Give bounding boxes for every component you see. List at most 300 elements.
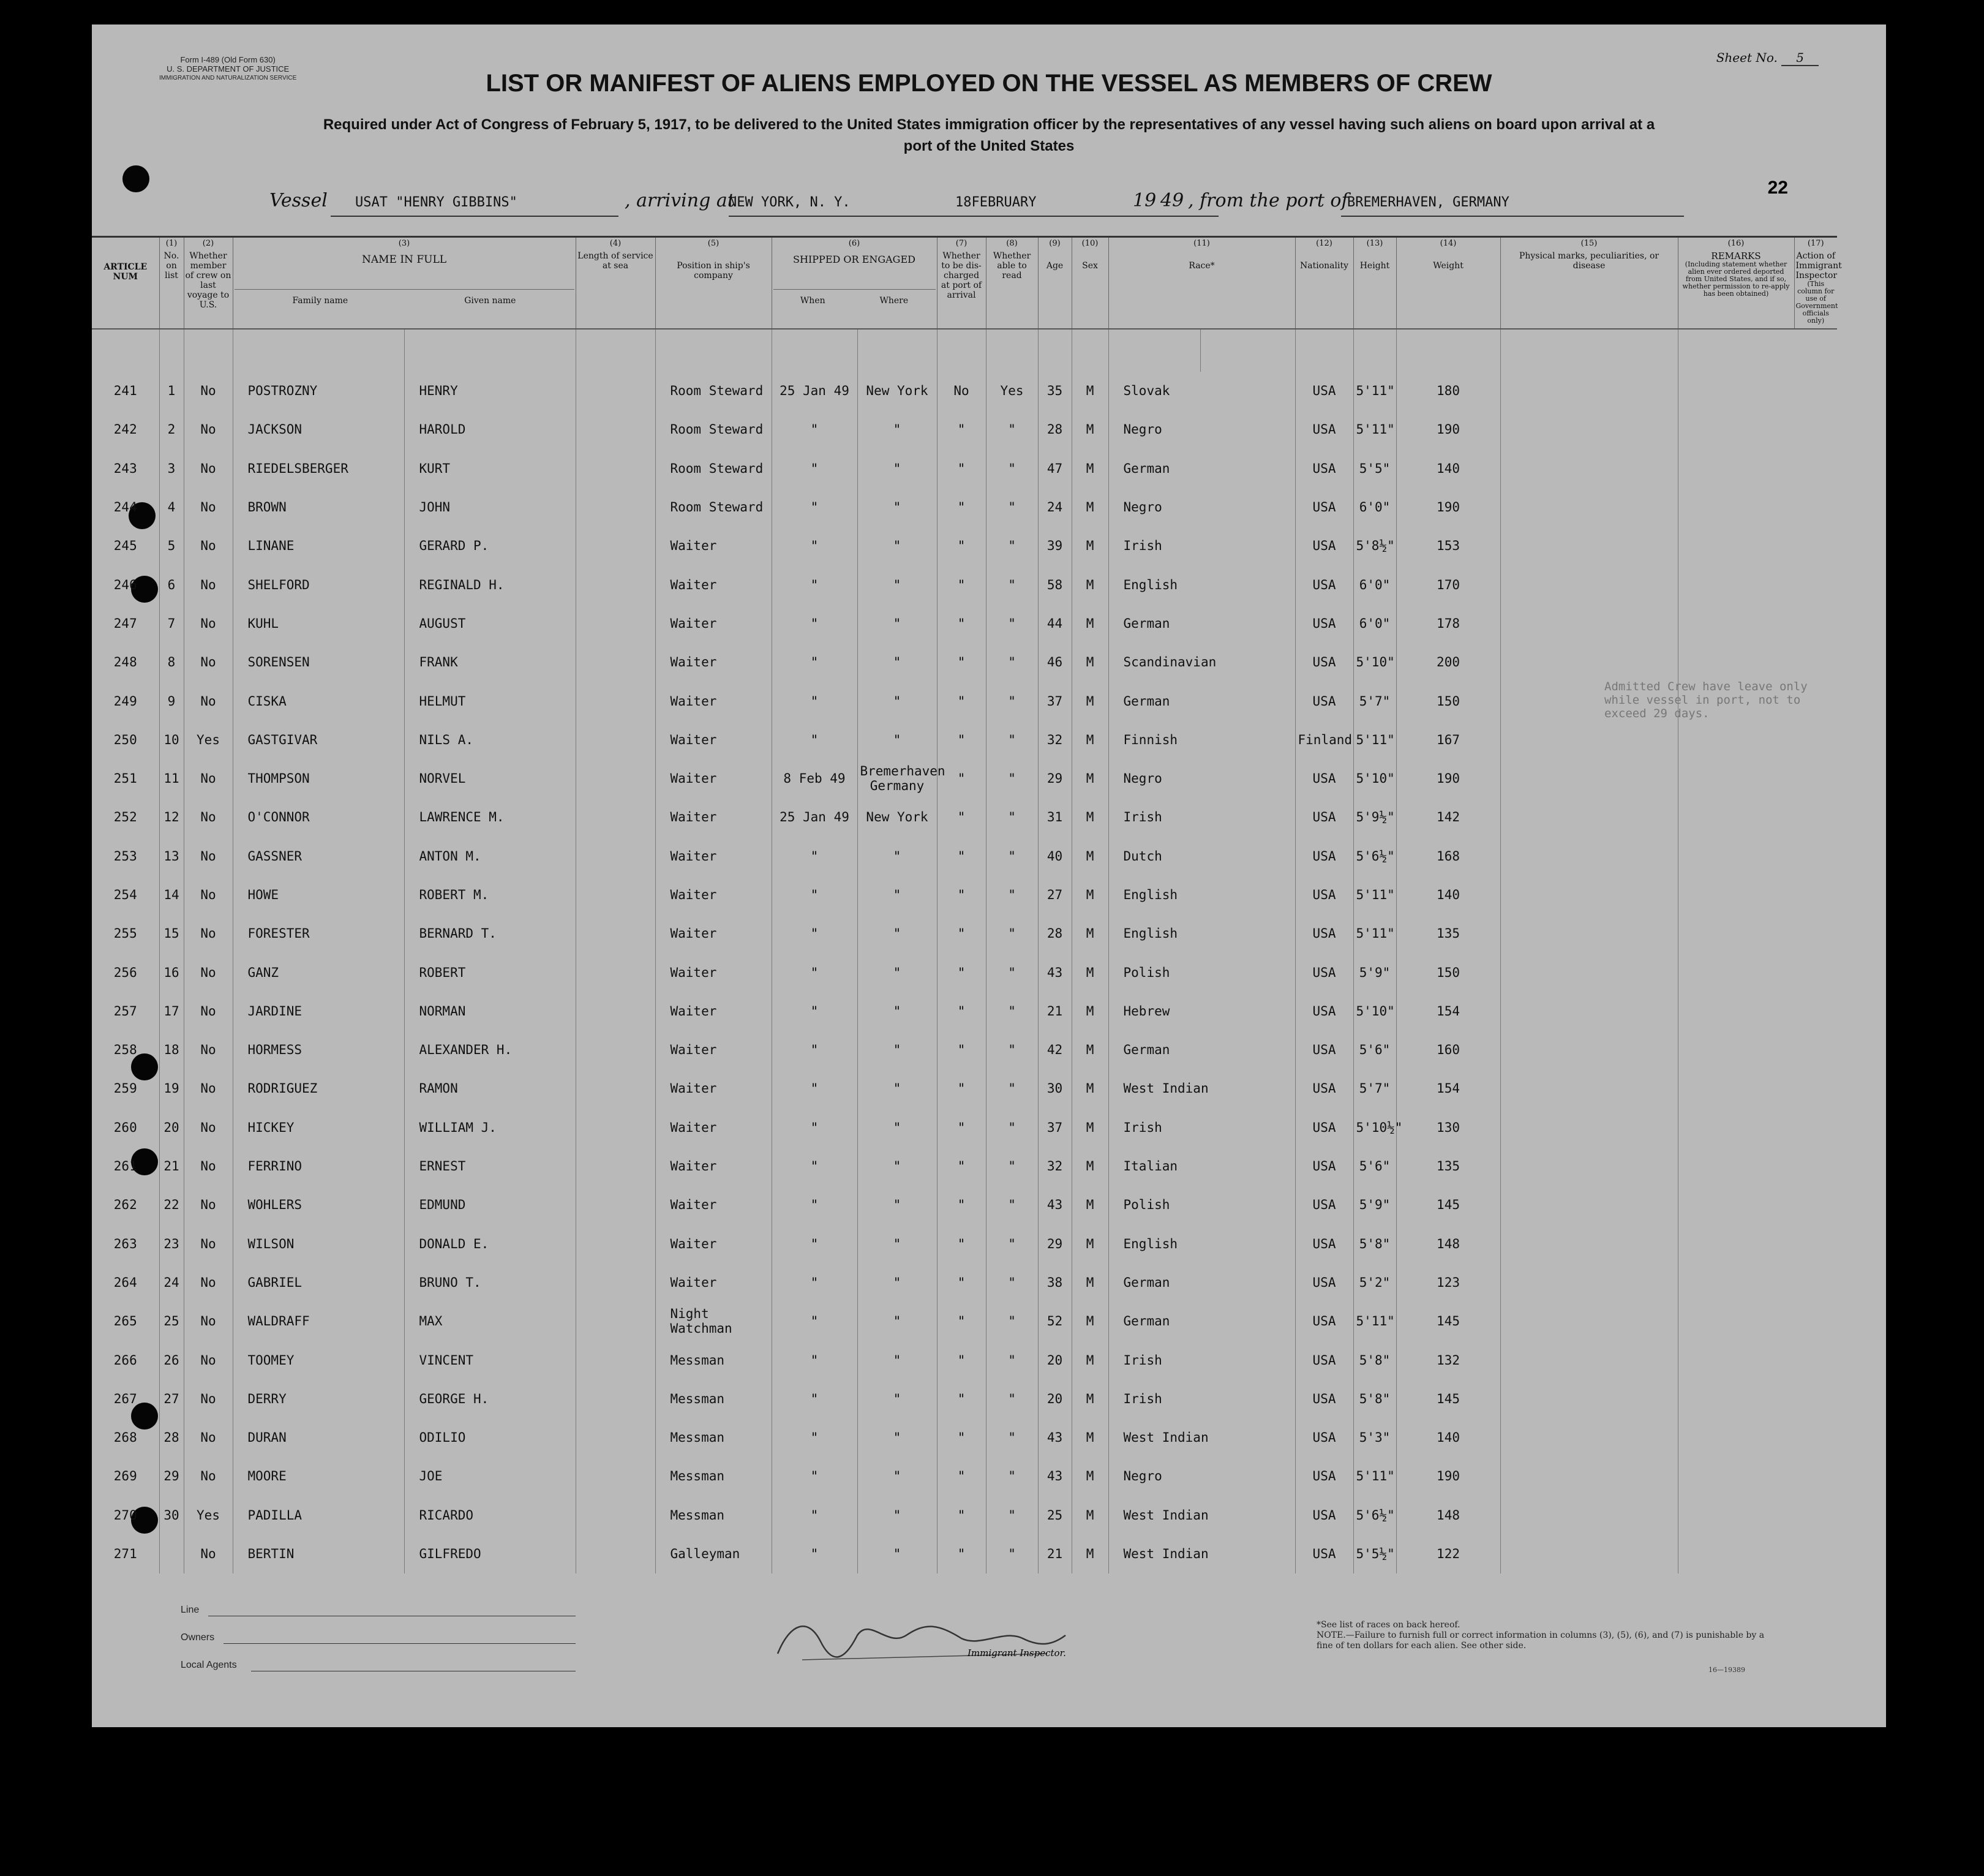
cell-weight: 132 bbox=[1396, 1341, 1500, 1379]
cell-sex: M bbox=[1072, 1302, 1108, 1341]
cell-given-name: REGINALD H. bbox=[404, 565, 576, 604]
cell-length-of-service bbox=[576, 1418, 655, 1457]
col-1 bbox=[159, 237, 184, 329]
arrival-date: 18FEBRUARY bbox=[955, 195, 1037, 210]
cell-list-number: 29 bbox=[159, 1457, 184, 1496]
cell-nationality: USA bbox=[1295, 527, 1353, 565]
cell-previous-voyage: No bbox=[184, 1379, 233, 1418]
cell-race: German bbox=[1108, 449, 1200, 488]
col-10 bbox=[1072, 237, 1108, 329]
cell-race-extra bbox=[1200, 992, 1295, 1030]
col-5 bbox=[655, 237, 772, 329]
col-6b-label: Where bbox=[879, 296, 909, 306]
cell-able-to-read: " bbox=[986, 1379, 1038, 1418]
cell-shipped-when: " bbox=[772, 565, 857, 604]
cell-sex: M bbox=[1072, 1224, 1108, 1263]
cell-list-number: 3 bbox=[159, 449, 184, 488]
cell-height: 5'9" bbox=[1353, 953, 1396, 992]
col-1-num: (1) bbox=[165, 239, 178, 248]
cell-previous-voyage: No bbox=[184, 953, 233, 992]
cell-able-to-read: " bbox=[986, 798, 1038, 837]
cell-nationality: USA bbox=[1295, 682, 1353, 720]
cell-family-name: BERTIN bbox=[233, 1534, 404, 1573]
cell-discharged: " bbox=[937, 798, 986, 837]
cell-weight: 140 bbox=[1396, 875, 1500, 914]
cell-height: 6'0" bbox=[1353, 604, 1396, 642]
col-12 bbox=[1295, 237, 1353, 329]
from-port: BREMERHAVEN, GERMANY bbox=[1347, 195, 1509, 210]
cell-race: Irish bbox=[1108, 1108, 1200, 1147]
cell-shipped-when: " bbox=[772, 1496, 857, 1534]
col-17-label: Action of Immigrant Inspector bbox=[1795, 251, 1842, 281]
cell-nationality: USA bbox=[1295, 759, 1353, 797]
cell-age: 46 bbox=[1038, 643, 1072, 682]
cell-discharged: No bbox=[937, 372, 986, 410]
cell-length-of-service bbox=[576, 837, 655, 875]
cell-previous-voyage: No bbox=[184, 372, 233, 410]
cell-position: Waiter bbox=[655, 565, 772, 604]
cell-previous-voyage: No bbox=[184, 410, 233, 449]
cell-nationality: USA bbox=[1295, 1534, 1353, 1573]
cell-physical-marks bbox=[1500, 914, 1678, 953]
cell-given-name: JOE bbox=[404, 1457, 576, 1496]
cell-length-of-service bbox=[576, 1224, 655, 1263]
cell-physical-marks bbox=[1500, 1379, 1678, 1418]
col-15-num: (15) bbox=[1580, 239, 1598, 248]
cell-list-number: 25 bbox=[159, 1302, 184, 1341]
col-4-label: Length of service at sea bbox=[577, 251, 653, 271]
cell-length-of-service bbox=[576, 1263, 655, 1302]
form-id-line: U. S. DEPARTMENT OF JUSTICE bbox=[167, 64, 290, 73]
cell-previous-voyage: No bbox=[184, 1108, 233, 1147]
cell-list-number: 19 bbox=[159, 1069, 184, 1108]
cell-shipped-when: " bbox=[772, 1534, 857, 1573]
cell-shipped-when: " bbox=[772, 1031, 857, 1069]
cell-shipped-when: " bbox=[772, 682, 857, 720]
cell-sex: M bbox=[1072, 875, 1108, 914]
table-row bbox=[92, 837, 1837, 875]
cell-age: 32 bbox=[1038, 1147, 1072, 1185]
col-9-label: Age bbox=[1046, 261, 1064, 271]
cell-remarks bbox=[1678, 488, 1794, 526]
cell-family-name: HORMESS bbox=[233, 1031, 404, 1069]
cell-remarks bbox=[1678, 798, 1794, 837]
col-4-num: (4) bbox=[609, 239, 622, 248]
cell-nationality: USA bbox=[1295, 1031, 1353, 1069]
cell-race: English bbox=[1108, 914, 1200, 953]
cell-nationality: USA bbox=[1295, 1457, 1353, 1496]
cell-article-number: 257 bbox=[113, 1003, 137, 1019]
cell-shipped-where: " bbox=[857, 1534, 937, 1573]
cell-physical-marks bbox=[1500, 759, 1678, 797]
cell-age: 40 bbox=[1038, 837, 1072, 875]
cell-age: 43 bbox=[1038, 1457, 1072, 1496]
cell-sex: M bbox=[1072, 1341, 1108, 1379]
cell-position: Waiter bbox=[655, 682, 772, 720]
cell-physical-marks bbox=[1500, 1224, 1678, 1263]
cell-discharged: " bbox=[937, 759, 986, 797]
cell-remarks bbox=[1678, 1147, 1794, 1185]
cell-nationality: USA bbox=[1295, 604, 1353, 642]
cell-nationality: USA bbox=[1295, 1379, 1353, 1418]
cell-length-of-service bbox=[576, 875, 655, 914]
cell-weight: 148 bbox=[1396, 1224, 1500, 1263]
cell-family-name: GASSNER bbox=[233, 837, 404, 875]
cell-race: Slovak bbox=[1108, 372, 1200, 410]
cell-remarks bbox=[1678, 837, 1794, 875]
inspector-label: Immigrant Inspector. bbox=[968, 1648, 1066, 1659]
cell-article-number: 267 bbox=[113, 1391, 137, 1406]
cell-physical-marks bbox=[1500, 488, 1678, 526]
cell-able-to-read: " bbox=[986, 914, 1038, 953]
cell-list-number: 15 bbox=[159, 914, 184, 953]
cell-previous-voyage: No bbox=[184, 604, 233, 642]
cell-sex: M bbox=[1072, 1031, 1108, 1069]
cell-remarks bbox=[1678, 953, 1794, 992]
cell-nationality: Finland bbox=[1295, 720, 1353, 759]
cell-physical-marks bbox=[1500, 449, 1678, 488]
cell-sex: M bbox=[1072, 759, 1108, 797]
cell-previous-voyage: No bbox=[184, 1457, 233, 1496]
col-3a-label: Family name bbox=[292, 296, 348, 306]
cell-list-number: 5 bbox=[159, 527, 184, 565]
cell-sex: M bbox=[1072, 527, 1108, 565]
cell-given-name: HAROLD bbox=[404, 410, 576, 449]
cell-nationality: USA bbox=[1295, 449, 1353, 488]
cell-height: 5'6" bbox=[1353, 1031, 1396, 1069]
cell-remarks bbox=[1678, 1496, 1794, 1534]
cell-weight: 145 bbox=[1396, 1186, 1500, 1224]
cell-nationality: USA bbox=[1295, 488, 1353, 526]
cell-able-to-read: " bbox=[986, 1108, 1038, 1147]
cell-height: 5'9" bbox=[1353, 1186, 1396, 1224]
cell-shipped-when: " bbox=[772, 527, 857, 565]
cell-given-name: BRUNO T. bbox=[404, 1263, 576, 1302]
cell-shipped-when: " bbox=[772, 1186, 857, 1224]
cell-shipped-when: " bbox=[772, 914, 857, 953]
cell-shipped-where: " bbox=[857, 1379, 937, 1418]
cell-remarks bbox=[1678, 372, 1794, 410]
col-13 bbox=[1353, 237, 1396, 329]
cell-age: 39 bbox=[1038, 527, 1072, 565]
col-16-label: REMARKS bbox=[1711, 251, 1761, 262]
from-label: , from the port of bbox=[1188, 190, 1348, 211]
cell-article-number: 241 bbox=[113, 383, 137, 399]
cell-list-number: 21 bbox=[159, 1147, 184, 1185]
cell-article-number: 266 bbox=[113, 1352, 137, 1368]
cell-given-name: DONALD E. bbox=[404, 1224, 576, 1263]
cell-nationality: USA bbox=[1295, 875, 1353, 914]
cell-article-number: 259 bbox=[113, 1081, 137, 1096]
cell-shipped-when: " bbox=[772, 1418, 857, 1457]
cell-race: German bbox=[1108, 1302, 1200, 1341]
cell-article-number: 250 bbox=[113, 732, 137, 747]
cell-discharged: " bbox=[937, 1147, 986, 1185]
cell-shipped-when: 25 Jan 49 bbox=[772, 798, 857, 837]
cell-article-number: 260 bbox=[113, 1120, 137, 1135]
cell-age: 29 bbox=[1038, 1224, 1072, 1263]
cell-discharged: " bbox=[937, 604, 986, 642]
cell-sex: M bbox=[1072, 488, 1108, 526]
cell-sex: M bbox=[1072, 1496, 1108, 1534]
cell-shipped-when: " bbox=[772, 643, 857, 682]
cell-discharged: " bbox=[937, 1263, 986, 1302]
cell-weight: 135 bbox=[1396, 914, 1500, 953]
table-row bbox=[92, 914, 1837, 953]
cell-length-of-service bbox=[576, 1031, 655, 1069]
table-row bbox=[92, 604, 1837, 642]
cell-remarks bbox=[1678, 1031, 1794, 1069]
cell-age: 30 bbox=[1038, 1069, 1072, 1108]
col-5-num: (5) bbox=[707, 239, 720, 248]
cell-race-extra bbox=[1200, 372, 1295, 410]
cell-article-number: 246 bbox=[113, 577, 137, 592]
cell-weight: 190 bbox=[1396, 410, 1500, 449]
subtitle-line-1: Required under Act of Congress of February 5, 1917, to be delivered to the United States immigration officer by the representatives of any vessel having such aliens on board upon arrival at a bbox=[323, 116, 1655, 133]
cell-length-of-service bbox=[576, 604, 655, 642]
cell-shipped-when: 25 Jan 49 bbox=[772, 372, 857, 410]
cell-remarks bbox=[1678, 1457, 1794, 1496]
cell-physical-marks bbox=[1500, 1496, 1678, 1534]
col-15 bbox=[1500, 237, 1678, 329]
cell-list-number: 4 bbox=[159, 488, 184, 526]
cell-list-number: 2 bbox=[159, 410, 184, 449]
cell-remarks bbox=[1678, 914, 1794, 953]
cell-age: 21 bbox=[1038, 1534, 1072, 1573]
cell-age: 29 bbox=[1038, 759, 1072, 797]
table-row bbox=[92, 759, 1837, 797]
cell-race-extra bbox=[1200, 1379, 1295, 1418]
cell-previous-voyage: No bbox=[184, 643, 233, 682]
col-7 bbox=[937, 237, 986, 329]
table-row bbox=[92, 1379, 1837, 1418]
cell-race-extra bbox=[1200, 1534, 1295, 1573]
cell-sex: M bbox=[1072, 1263, 1108, 1302]
cell-position: Waiter bbox=[655, 759, 772, 797]
cell-able-to-read: " bbox=[986, 1496, 1038, 1534]
cell-able-to-read: " bbox=[986, 1457, 1038, 1496]
cell-discharged: " bbox=[937, 1379, 986, 1418]
cell-able-to-read: " bbox=[986, 1534, 1038, 1573]
col-2 bbox=[184, 237, 233, 329]
table-row bbox=[92, 449, 1837, 488]
cell-nationality: USA bbox=[1295, 914, 1353, 953]
cell-nationality: USA bbox=[1295, 1186, 1353, 1224]
cell-previous-voyage: No bbox=[184, 449, 233, 488]
col-14-label: Weight bbox=[1433, 261, 1464, 271]
col-9-num: (9) bbox=[1049, 239, 1061, 248]
cell-article-number: 248 bbox=[113, 655, 137, 670]
cell-position: Waiter bbox=[655, 1069, 772, 1108]
cell-age: 37 bbox=[1038, 682, 1072, 720]
cell-article-number: 270 bbox=[113, 1507, 137, 1523]
cell-shipped-when: " bbox=[772, 1379, 857, 1418]
cell-given-name: ERNEST bbox=[404, 1147, 576, 1185]
cell-remarks bbox=[1678, 1302, 1794, 1341]
cell-nationality: USA bbox=[1295, 643, 1353, 682]
cell-family-name: TOOMEY bbox=[233, 1341, 404, 1379]
cell-nationality: USA bbox=[1295, 565, 1353, 604]
cell-position: Waiter bbox=[655, 604, 772, 642]
cell-previous-voyage: No bbox=[184, 682, 233, 720]
cell-race: German bbox=[1108, 1263, 1200, 1302]
cell-given-name: GILFREDO bbox=[404, 1534, 576, 1573]
cell-physical-marks bbox=[1500, 1263, 1678, 1302]
cell-article-number: 255 bbox=[113, 926, 137, 941]
cell-physical-marks bbox=[1500, 1457, 1678, 1496]
cell-sex: M bbox=[1072, 798, 1108, 837]
cell-family-name: FORESTER bbox=[233, 914, 404, 953]
cell-length-of-service bbox=[576, 992, 655, 1030]
cell-previous-voyage: No bbox=[184, 1069, 233, 1108]
cell-height: 5'3" bbox=[1353, 1418, 1396, 1457]
cell-race: German bbox=[1108, 1031, 1200, 1069]
cell-family-name: HOWE bbox=[233, 875, 404, 914]
cell-shipped-where: " bbox=[857, 1031, 937, 1069]
cell-given-name: ROBERT M. bbox=[404, 875, 576, 914]
cell-shipped-when: " bbox=[772, 1263, 857, 1302]
cell-position: Waiter bbox=[655, 1263, 772, 1302]
cell-sex: M bbox=[1072, 410, 1108, 449]
cell-discharged: " bbox=[937, 953, 986, 992]
cell-position: Messman bbox=[655, 1418, 772, 1457]
cell-able-to-read: " bbox=[986, 875, 1038, 914]
cell-discharged: " bbox=[937, 682, 986, 720]
cell-remarks bbox=[1678, 643, 1794, 682]
cell-race: Polish bbox=[1108, 953, 1200, 992]
cell-shipped-where: " bbox=[857, 449, 937, 488]
cell-length-of-service bbox=[576, 1496, 655, 1534]
col-10-label: Sex bbox=[1082, 261, 1098, 271]
cell-nationality: USA bbox=[1295, 1418, 1353, 1457]
cell-shipped-where: " bbox=[857, 1263, 937, 1302]
table-row bbox=[92, 527, 1837, 565]
cell-nationality: USA bbox=[1295, 1147, 1353, 1185]
table-row bbox=[92, 682, 1837, 720]
cell-able-to-read: " bbox=[986, 720, 1038, 759]
table-row bbox=[92, 488, 1837, 526]
cell-physical-marks bbox=[1500, 1069, 1678, 1108]
sheet-number bbox=[1716, 50, 1819, 65]
cell-family-name: HICKEY bbox=[233, 1108, 404, 1147]
cell-remarks bbox=[1678, 1069, 1794, 1108]
cell-previous-voyage: No bbox=[184, 992, 233, 1030]
col-16-note: (Including statement whether alien ever ordered deported from United States, and if so, whether permission to re-apply has been obtained) bbox=[1682, 260, 1790, 298]
cell-length-of-service bbox=[576, 1302, 655, 1341]
col-12-label: Nationality bbox=[1300, 261, 1348, 271]
cell-sex: M bbox=[1072, 1147, 1108, 1185]
cell-list-number: 26 bbox=[159, 1341, 184, 1379]
cell-position: Room Steward bbox=[655, 449, 772, 488]
cell-length-of-service bbox=[576, 1457, 655, 1496]
cell-length-of-service bbox=[576, 1534, 655, 1573]
cell-age: 47 bbox=[1038, 449, 1072, 488]
cell-family-name: RIEDELSBERGER bbox=[233, 449, 404, 488]
cell-length-of-service bbox=[576, 488, 655, 526]
vessel-label: Vessel bbox=[269, 190, 328, 211]
cell-list-number: 1 bbox=[159, 372, 184, 410]
cell-race-extra bbox=[1200, 1302, 1295, 1341]
cell-discharged: " bbox=[937, 1496, 986, 1534]
cell-list-number: 8 bbox=[159, 643, 184, 682]
cell-remarks bbox=[1678, 1534, 1794, 1573]
cell-shipped-where: " bbox=[857, 1457, 937, 1496]
table-row bbox=[92, 565, 1837, 604]
cell-given-name: HENRY bbox=[404, 372, 576, 410]
cell-race-extra bbox=[1200, 1224, 1295, 1263]
cell-position: Waiter bbox=[655, 527, 772, 565]
cell-race-extra bbox=[1200, 565, 1295, 604]
cell-nationality: USA bbox=[1295, 992, 1353, 1030]
cell-shipped-when: " bbox=[772, 604, 857, 642]
cell-discharged: " bbox=[937, 565, 986, 604]
cell-shipped-where: " bbox=[857, 565, 937, 604]
cell-previous-voyage: No bbox=[184, 1534, 233, 1573]
cell-article-number: 249 bbox=[113, 693, 137, 709]
cell-race-extra bbox=[1200, 1069, 1295, 1108]
cell-shipped-where: " bbox=[857, 1302, 937, 1341]
cell-position: Waiter bbox=[655, 798, 772, 837]
cell-weight: 200 bbox=[1396, 643, 1500, 682]
cell-previous-voyage: No bbox=[184, 1031, 233, 1069]
cell-weight: 180 bbox=[1396, 372, 1500, 410]
cell-age: 21 bbox=[1038, 992, 1072, 1030]
cell-age: 58 bbox=[1038, 565, 1072, 604]
cell-able-to-read: " bbox=[986, 837, 1038, 875]
race-note: *See list of races on back hereof. bbox=[1317, 1620, 1460, 1630]
cell-length-of-service bbox=[576, 1186, 655, 1224]
cell-remarks bbox=[1678, 1341, 1794, 1379]
cell-age: 43 bbox=[1038, 953, 1072, 992]
table-row bbox=[92, 992, 1837, 1030]
col-1-label: No. on list bbox=[163, 251, 179, 281]
cell-race: English bbox=[1108, 565, 1200, 604]
cell-able-to-read: " bbox=[986, 527, 1038, 565]
cell-weight: 154 bbox=[1396, 1069, 1500, 1108]
cell-able-to-read: " bbox=[986, 1031, 1038, 1069]
cell-previous-voyage: No bbox=[184, 1302, 233, 1341]
cell-article-number: 242 bbox=[113, 422, 137, 437]
cell-race: West Indian bbox=[1108, 1069, 1200, 1108]
cell-height: 5'10" bbox=[1353, 643, 1396, 682]
table-row bbox=[92, 1108, 1837, 1147]
cell-position: Waiter bbox=[655, 875, 772, 914]
table-row bbox=[92, 1147, 1837, 1185]
cell-given-name: ALEXANDER H. bbox=[404, 1031, 576, 1069]
cell-height: 5'8½" bbox=[1353, 527, 1396, 565]
cell-family-name: WALDRAFF bbox=[233, 1302, 404, 1341]
table-row bbox=[92, 643, 1837, 682]
cell-sex: M bbox=[1072, 1108, 1108, 1147]
cell-length-of-service bbox=[576, 1147, 655, 1185]
cell-race-extra bbox=[1200, 1457, 1295, 1496]
cell-race: Dutch bbox=[1108, 837, 1200, 875]
table-row bbox=[92, 1496, 1837, 1534]
cell-family-name: BROWN bbox=[233, 488, 404, 526]
cell-article-number: 262 bbox=[113, 1197, 137, 1213]
cell-race: Italian bbox=[1108, 1147, 1200, 1185]
cell-physical-marks bbox=[1500, 992, 1678, 1030]
vessel-name: USAT "HENRY GIBBINS" bbox=[355, 195, 517, 210]
cell-remarks bbox=[1678, 1224, 1794, 1263]
cell-given-name: HELMUT bbox=[404, 682, 576, 720]
cell-shipped-where: " bbox=[857, 604, 937, 642]
table-row bbox=[92, 1341, 1837, 1379]
cell-sex: M bbox=[1072, 565, 1108, 604]
cell-shipped-where: " bbox=[857, 1069, 937, 1108]
cell-family-name: FERRINO bbox=[233, 1147, 404, 1185]
cell-family-name: LINANE bbox=[233, 527, 404, 565]
